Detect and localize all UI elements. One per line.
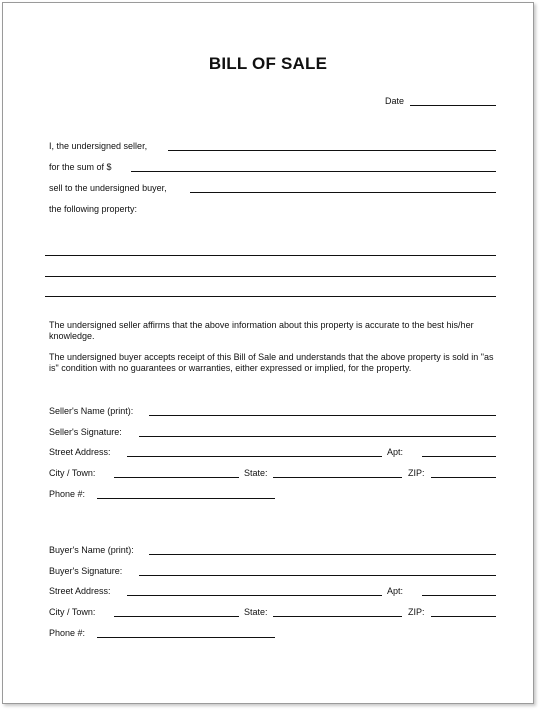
seller-zip-label: ZIP: <box>408 468 425 478</box>
sum-label: for the sum of $ <box>49 162 112 172</box>
property-label: the following property: <box>49 204 138 214</box>
seller-phone-label: Phone #: <box>49 489 86 499</box>
seller-city-field[interactable] <box>114 477 239 478</box>
buyer-state-field[interactable] <box>273 616 402 617</box>
sum-field[interactable] <box>131 171 496 172</box>
seller-intro-field[interactable] <box>168 150 496 151</box>
buyer-street-label: Street Address: <box>49 586 111 596</box>
seller-zip-field[interactable] <box>431 477 496 478</box>
seller-signature-field[interactable] <box>139 436 496 437</box>
property-line-2[interactable] <box>45 276 496 277</box>
buyer-street-field[interactable] <box>127 595 382 596</box>
buyer-affirmation: The undersigned buyer accepts receipt of this Bill of Sale and understands that the above property is sold in "as is" condition with no guarantees or warranties, either expressed or implied, for the property. <box>49 352 494 373</box>
seller-state-field[interactable] <box>273 477 402 478</box>
buyer-state-label: State: <box>244 607 268 617</box>
seller-city-label: City / Town: <box>49 468 96 478</box>
seller-state-label: State: <box>244 468 268 478</box>
document-page <box>2 2 534 704</box>
seller-phone-field[interactable] <box>97 498 275 499</box>
buyer-phone-label: Phone #: <box>49 628 86 638</box>
date-field[interactable] <box>410 105 496 106</box>
buyer-apt-field[interactable] <box>422 595 496 596</box>
seller-signature-label: Seller's Signature: <box>49 427 122 437</box>
property-line-1[interactable] <box>45 255 496 256</box>
buyer-signature-label: Buyer's Signature: <box>49 566 123 576</box>
seller-intro-label: I, the undersigned seller, <box>49 141 148 151</box>
buyer-apt-label: Apt: <box>387 586 404 596</box>
document-title: BILL OF SALE <box>208 54 328 73</box>
seller-street-label: Street Address: <box>49 447 111 457</box>
buyer-signature-field[interactable] <box>139 575 496 576</box>
buyer-zip-field[interactable] <box>431 616 496 617</box>
date-label: Date <box>385 96 405 106</box>
seller-apt-label: Apt: <box>387 447 404 457</box>
buyer-city-label: City / Town: <box>49 607 96 617</box>
property-line-3[interactable] <box>45 296 496 297</box>
seller-name-label: Seller's Name (print): <box>49 406 134 416</box>
buyer-name-label: Buyer's Name (print): <box>49 545 134 555</box>
seller-apt-field[interactable] <box>422 456 496 457</box>
seller-name-field[interactable] <box>149 415 496 416</box>
seller-street-field[interactable] <box>127 456 382 457</box>
seller-affirmation: The undersigned seller affirms that the above information about this property is accurate to the best his/her knowledge. <box>49 320 474 341</box>
buyer-phone-field[interactable] <box>97 637 275 638</box>
buyer-zip-label: ZIP: <box>408 607 425 617</box>
buyer-name-field[interactable] <box>149 554 496 555</box>
buyer-city-field[interactable] <box>114 616 239 617</box>
buyer-intro-label: sell to the undersigned buyer, <box>49 183 167 193</box>
buyer-intro-field[interactable] <box>190 192 496 193</box>
